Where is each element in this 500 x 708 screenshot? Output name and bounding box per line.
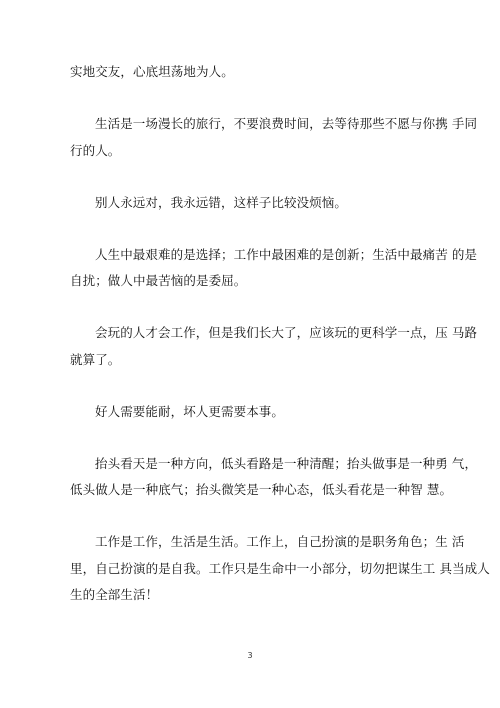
text-line: 实地交友，心底坦荡地为人。 bbox=[70, 64, 234, 79]
text-line: 人生中最艰难的是选择；工作中最困难的是创新；生活中最痛苦 的是 bbox=[95, 247, 478, 262]
text-line: 好人需要能耐，坏人更需要本事。 bbox=[95, 404, 285, 419]
text-line: 会玩的人才会工作，但是我们长大了，应该玩的更科学一点，压 马路 bbox=[95, 325, 478, 340]
text-line: 抬头看天是一种方向，低头看路是一种清醒；抬头做事是一种勇 气， bbox=[95, 456, 478, 471]
text-line: 别人永远对，我永远错，这样子比较没烦恼。 bbox=[95, 195, 348, 210]
text-line: 自扰；做人中最苦恼的是委屈。 bbox=[70, 273, 247, 288]
text-line: 生活是一场漫长的旅行，不要浪费时间，去等待那些不愿与你携 手同 bbox=[95, 116, 478, 131]
text-line: 里，自己扮演的是自我。工作只是生命中一小部分，切勿把谋生工 具当成人 bbox=[70, 561, 490, 576]
page-number: 3 bbox=[247, 651, 253, 660]
text-line: 工作是工作，生活是生活。工作上，自己扮演的是职务角色；生 活 bbox=[95, 534, 465, 549]
text-line: 生的全部生活！ bbox=[70, 587, 159, 602]
text-line: 低头做人是一种底气；抬头微笑是一种心态，低头看花是一种智 慧。 bbox=[70, 482, 453, 497]
text-line: 就算了。 bbox=[70, 352, 121, 367]
text-line: 行的人。 bbox=[70, 143, 121, 158]
